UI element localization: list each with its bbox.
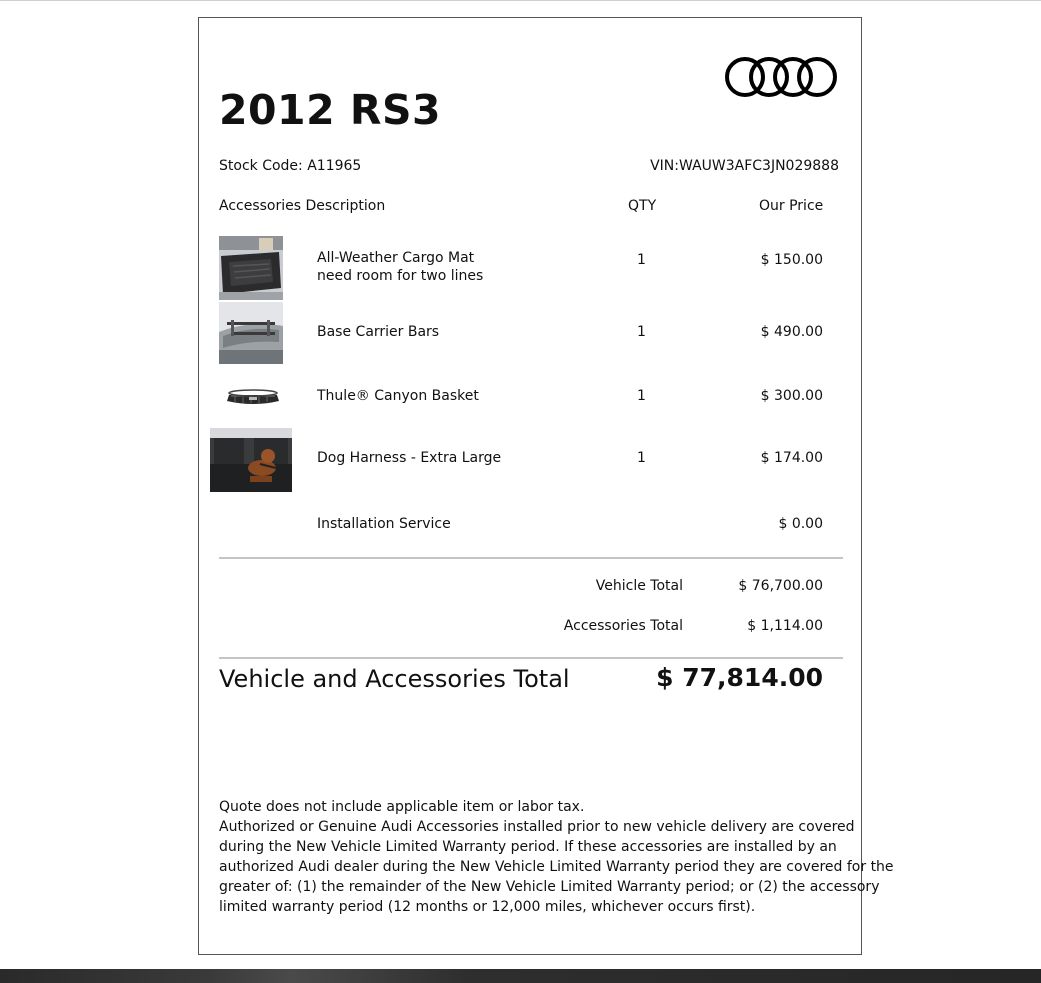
header-price: Our Price [759, 198, 824, 214]
header-description: Accessories Description [219, 198, 386, 214]
item-qty: 1 [637, 324, 646, 340]
totals-divider [219, 657, 843, 659]
item-price: $ 174.00 [760, 450, 823, 466]
disclaimer-line: greater of: (1) the remainder of the New Vehicle Limited Warranty period; or (2) the accessory [219, 879, 880, 895]
item-price: $ 490.00 [760, 324, 823, 340]
item-name-line: need room for two lines [317, 268, 484, 284]
stock-code: Stock Code: A11965 [219, 158, 362, 174]
item-price: $ 0.00 [778, 516, 823, 532]
item-price: $ 300.00 [760, 388, 823, 404]
cargo-mat-photo [219, 236, 283, 300]
item-qty: 1 [637, 388, 646, 404]
bottom-bar [0, 969, 1041, 983]
canyon-basket-photo [225, 387, 281, 409]
disclaimer-line: Authorized or Genuine Audi Accessories installed prior to new vehicle delivery are covered [219, 819, 855, 835]
disclaimer-line: limited warranty period (12 months or 12,000 miles, whichever occurs first). [219, 899, 756, 915]
vin-number: VIN:WAUW3AFC3JN029888 [650, 158, 839, 174]
audi-rings-logo [724, 55, 840, 99]
item-name: Base Carrier Bars [317, 324, 440, 340]
item-qty: 1 [637, 252, 646, 268]
grand-total-value: $ 77,814.00 [656, 663, 823, 692]
item-name-line: All-Weather Cargo Mat [317, 250, 475, 266]
dog-harness-photo [210, 428, 292, 492]
disclaimer-line: during the New Vehicle Limited Warranty period. If these accessories are installed by an [219, 839, 837, 855]
accessories-total-label: Accessories Total [563, 618, 683, 634]
vehicle-total-label: Vehicle Total [595, 578, 683, 594]
quote-sheet [198, 17, 894, 955]
item-name: Installation Service [317, 516, 451, 532]
item-qty: 1 [637, 450, 646, 466]
disclaimer [219, 797, 894, 917]
items-divider [219, 557, 843, 559]
accessories-total-value: $ 1,114.00 [747, 618, 823, 634]
top-divider [0, 0, 1041, 1]
item-name: Dog Harness - Extra Large [317, 450, 502, 466]
vehicle-total-value: $ 76,700.00 [738, 578, 823, 594]
carrier-bars-photo [219, 302, 283, 364]
disclaimer-line: Quote does not include applicable item or labor tax. [219, 799, 585, 815]
grand-total-label: Vehicle and Accessories Total [219, 665, 570, 693]
item-name [317, 249, 483, 285]
item-name: Thule® Canyon Basket [317, 388, 479, 404]
disclaimer-line: authorized Audi dealer during the New Vehicle Limited Warranty period they are covered for the [219, 859, 894, 875]
item-price: $ 150.00 [760, 252, 823, 268]
vehicle-title: 2012 RS3 [219, 86, 442, 134]
header-qty: QTY [628, 198, 657, 214]
